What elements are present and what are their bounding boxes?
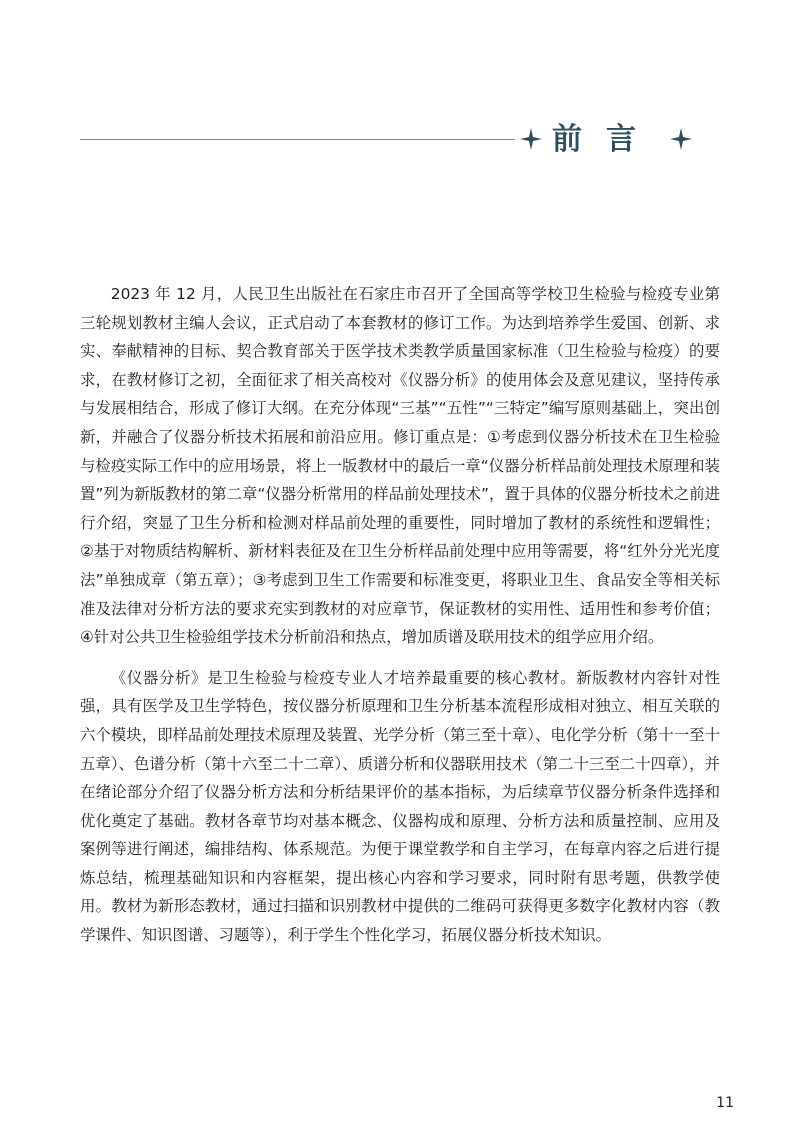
paragraph: 2023 年 12 月，人民卫生出版社在石家庄市召开了全国高等学校卫生检验与检疫专业第三轮规划教材主编人会议，正式启动了本套教材的修订工作。为达到培养学生爱国、创新、求实、奉献精神的目标、契合教育部关于医学技术类教学质量国家标准（卫生检验与检疫）的要求，在教材修订之初，全面征求了相关高校对《仪器分析》的使用体会及意见建议，坚持传承与发展相结合，形成了修订大纲。在充分体现“三基”“五性”“三特定”编写原则基础上，突出创新，并融合了仪器分析技术拓展和前沿应用。修订重点是：①考虑到仪器分析技术在卫生检验与检疫实际工作中的应用场景，将上一版教材中的最后一章“仪器分析样品前处理技术原理和装置”列为新版教材的第二章“仪器分析常用的样品前处理技术”，置于具体的仪器分析技术之前进行介绍，突显了卫生分析和检测对样品前处理的重要性，同时增加了教材的系统性和逻辑性；②基于对物质结构解析、新材料表征及在卫生分析样品前处理中应用等需要，将“红外分光光度法”单独成章（第五章）；③考虑到卫生工作需要和标准变更，将职业卫生、食品安全等相关标准及法律对分析方法的要求充实到教材的对应章节，保证教材的实用性、适用性和参考价值；④针对公共卫生检验组学技术分析前沿和热点，增加质谱及联用技术的组学应用介绍。 bbox=[80, 285, 720, 647]
page-title: 前言 bbox=[552, 122, 660, 157]
four-point-star-icon bbox=[520, 128, 542, 150]
header-rule bbox=[80, 139, 515, 140]
four-point-star-icon bbox=[670, 128, 692, 150]
page-number: 11 bbox=[716, 1095, 734, 1111]
paragraph: 《仪器分析》是卫生检验与检疫专业人才培养最重要的核心教材。新版教材内容针对性强，具有医学及卫生学特色，按仪器分析原理和卫生分析基本流程形成相对独立、相互关联的六个模块，即样品前处理技术原理及装置、光学分析（第三至十章）、电化学分析（第十一至十五章）、色谱分析（第十六至二十二章）、质谱分析和仪器联用技术（第二十三至二十四章），并在绪论部分介绍了仪器分析方法和分析结果评价的基本指标，为后续章节仪器分析条件选择和优化奠定了基础。教材各章节均对基本概念、仪器构成和原理、分析方法和质量控制、应用及案例等进行阐述，编排结构、体系规范。为便于课堂教学和自主学习，在每章内容之后进行提炼总结，梳理基础知识和内容框架，提出核心内容和学习要求，同时附有思考题，供教学使用。教材为新形态教材，通过扫描和识别教材中提供的二维码可获得更多数字化教材内容（教学课件、知识图谱、习题等），利于学生个性化学习，拓展仪器分析技术知识。 bbox=[80, 668, 720, 945]
preface-body bbox=[80, 280, 720, 950]
